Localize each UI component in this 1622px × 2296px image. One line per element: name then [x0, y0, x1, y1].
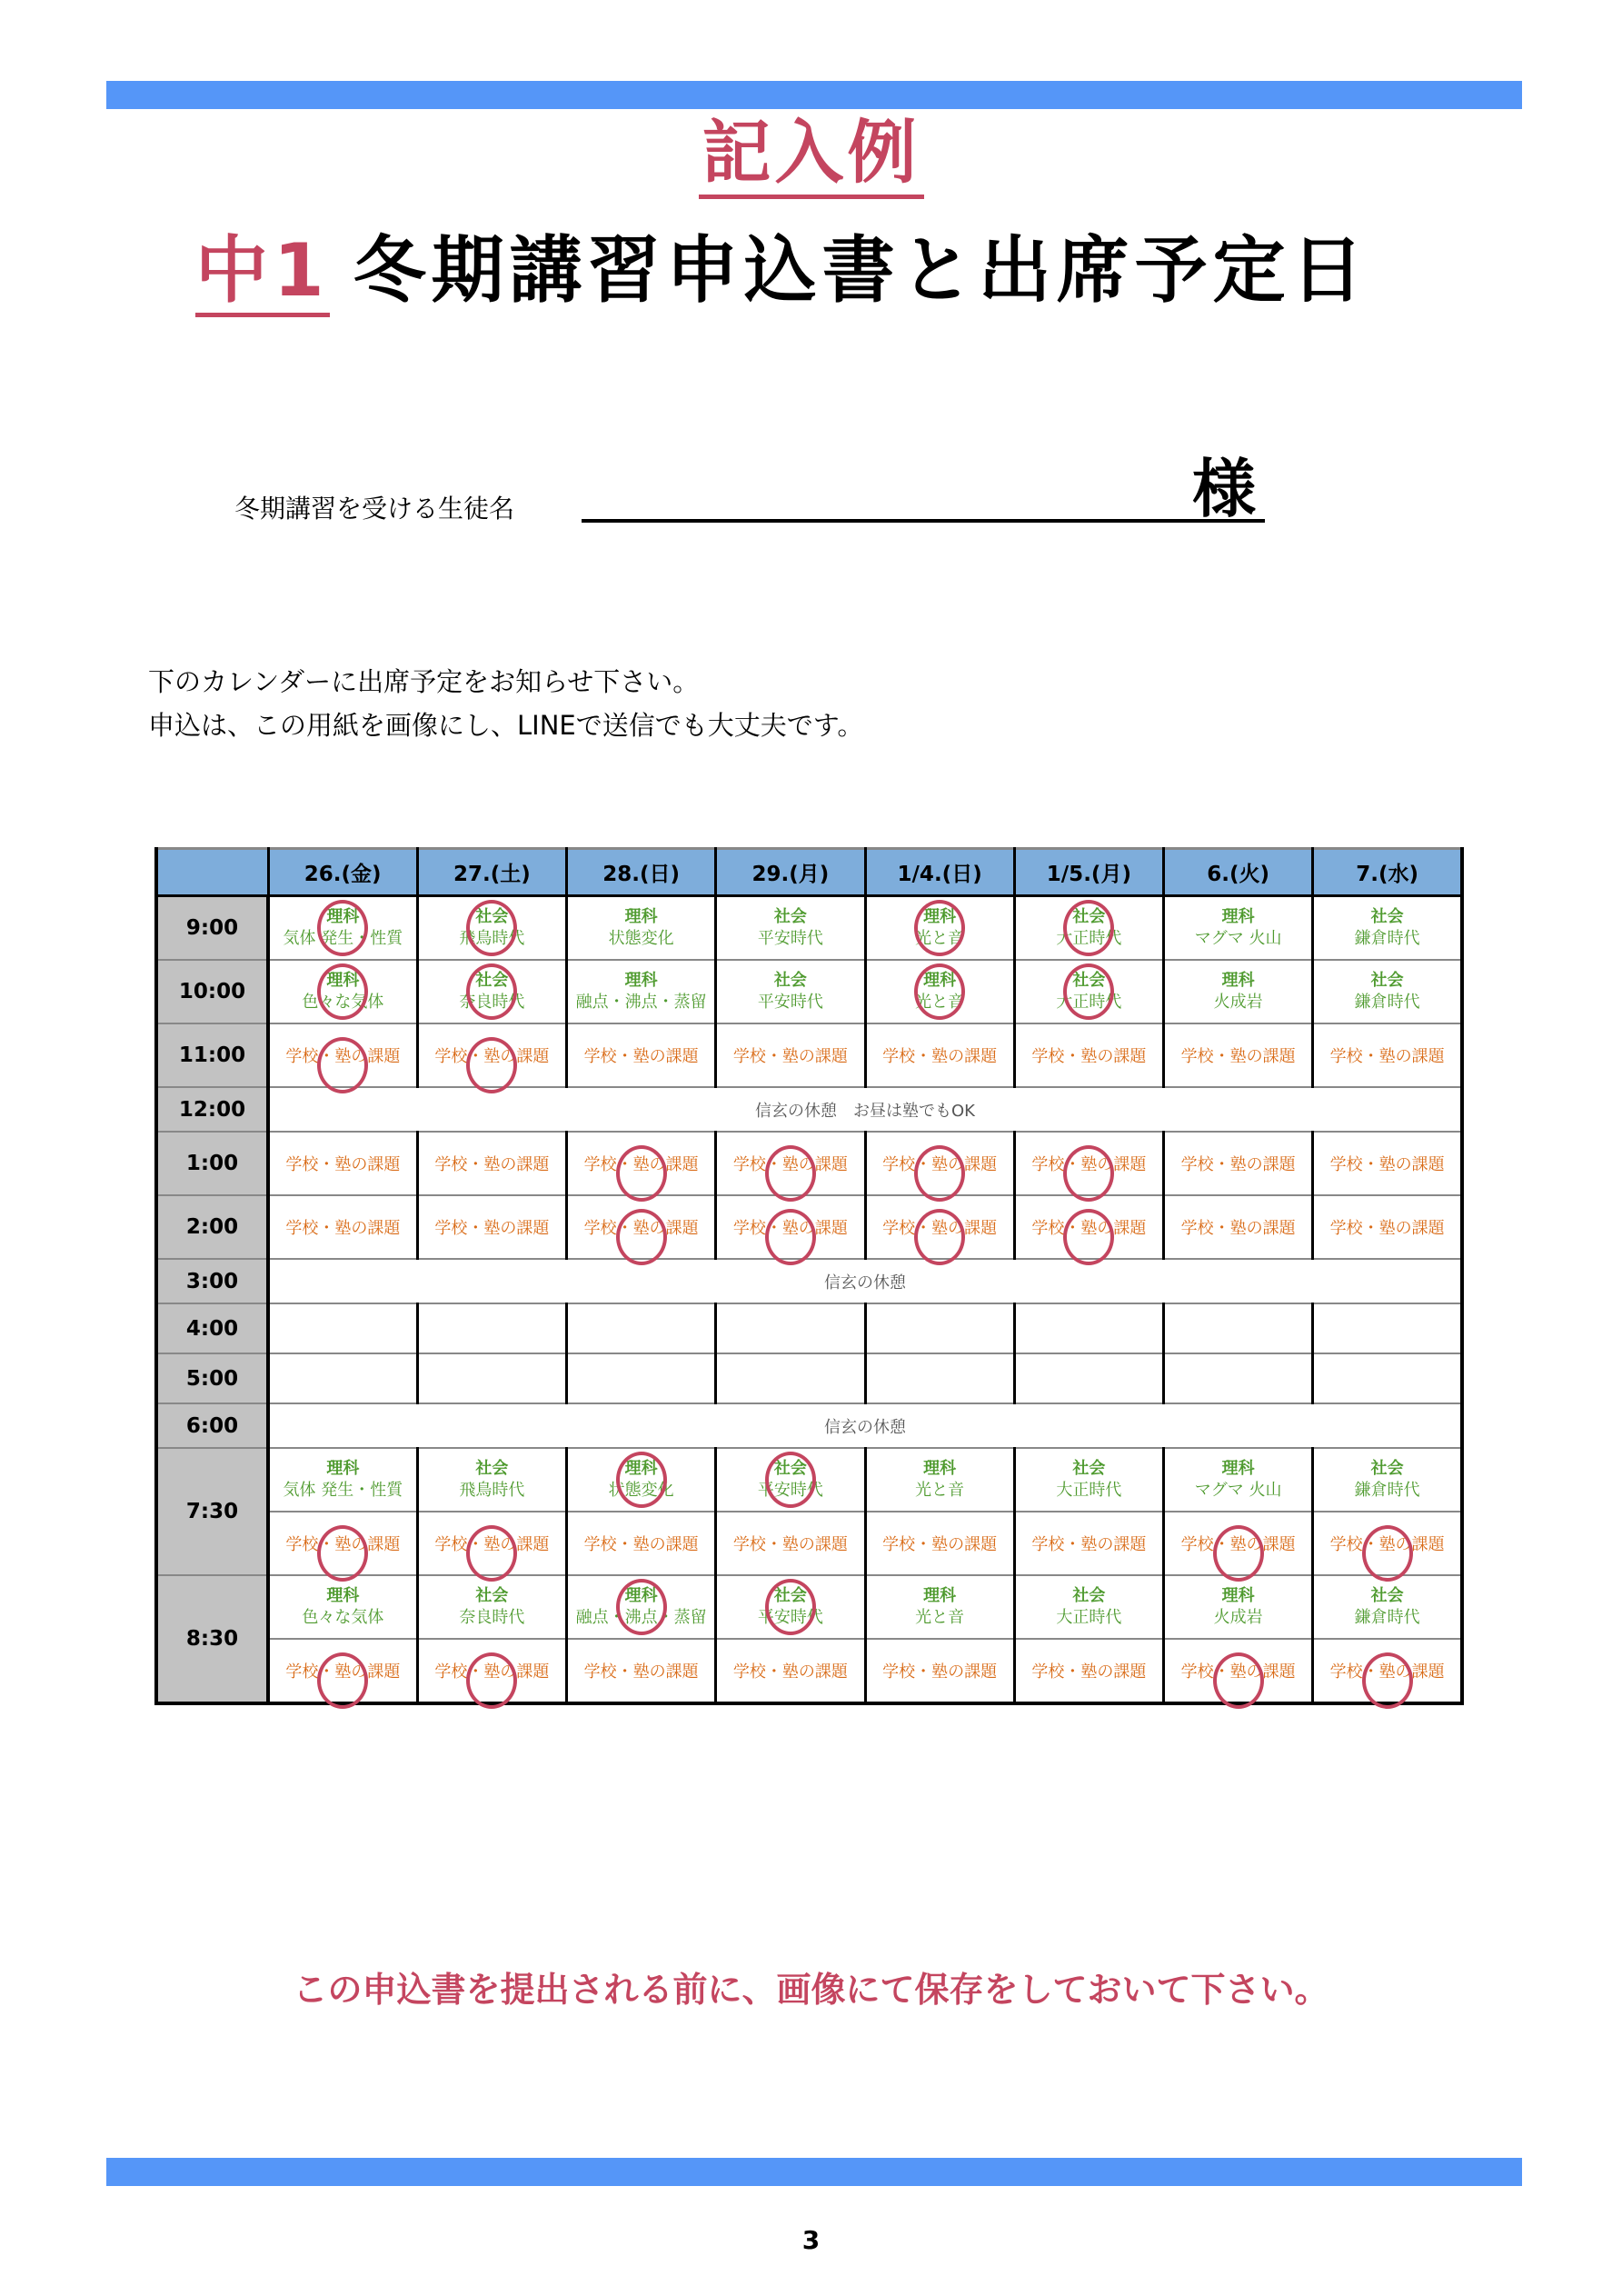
topic-label: 状態変化	[608, 929, 674, 948]
lesson-cell[interactable]	[1164, 960, 1313, 1023]
bottom-accent-bar	[106, 2158, 1522, 2186]
topic-label: 光と音	[915, 929, 965, 948]
subject-label: 理科	[923, 907, 957, 926]
homework-label: 学校・塾の課題	[285, 1535, 401, 1554]
lesson-cell[interactable]	[268, 1448, 417, 1512]
lesson-cell[interactable]	[567, 896, 716, 961]
subject-label: 社会	[1370, 971, 1404, 990]
subject-label: 理科	[923, 971, 957, 990]
grade-label: 中1	[195, 229, 330, 317]
empty-slot-cell[interactable]	[417, 1303, 566, 1353]
empty-slot-cell[interactable]	[716, 1303, 865, 1353]
topic-label: 鎌倉時代	[1354, 929, 1420, 948]
homework-cell[interactable]	[567, 1195, 716, 1259]
topic-label: 平安時代	[757, 1481, 823, 1500]
homework-cell[interactable]	[268, 1639, 417, 1703]
day-header: 1/5.(月)	[1014, 849, 1163, 896]
homework-label: 学校・塾の課題	[732, 1535, 848, 1554]
homework-label: 学校・塾の課題	[882, 1219, 998, 1238]
homework-label: 学校・塾の課題	[1180, 1662, 1296, 1682]
homework-label: 学校・塾の課題	[285, 1219, 401, 1238]
homework-cell[interactable]	[1164, 1132, 1313, 1195]
subject-label: 社会	[475, 1459, 509, 1478]
row-4-00	[156, 1303, 1462, 1353]
day-header: 6.(火)	[1164, 849, 1313, 896]
homework-cell[interactable]	[417, 1023, 566, 1087]
topic-label: 大正時代	[1056, 929, 1122, 948]
homework-label: 学校・塾の課題	[1329, 1047, 1445, 1066]
title-text: 冬期講習申込書と出席予定日	[353, 228, 1369, 313]
homework-label: 学校・塾の課題	[882, 1662, 998, 1682]
homework-cell[interactable]	[268, 1132, 417, 1195]
homework-cell[interactable]	[1014, 1639, 1163, 1703]
empty-slot-cell[interactable]	[865, 1303, 1014, 1353]
topic-label: 気体 発生・性質	[283, 929, 403, 948]
lesson-cell[interactable]	[268, 960, 417, 1023]
homework-label: 学校・塾の課題	[583, 1155, 699, 1174]
homework-cell[interactable]	[268, 1195, 417, 1259]
empty-slot-cell[interactable]	[567, 1303, 716, 1353]
empty-slot-cell[interactable]	[716, 1353, 865, 1403]
topic-label: 大正時代	[1056, 1608, 1122, 1627]
subject-label: 社会	[773, 907, 807, 926]
topic-label: 融点・沸点・蒸留	[575, 1608, 707, 1627]
row-1-00	[156, 1132, 1462, 1195]
subject-label: 社会	[1072, 907, 1106, 926]
break-note: 信玄の休憩	[268, 1259, 1462, 1303]
subject-label: 理科	[1221, 907, 1255, 926]
subject-label: 社会	[1072, 1586, 1106, 1605]
homework-cell[interactable]	[1313, 1195, 1462, 1259]
honorific-label: 様	[1192, 452, 1256, 526]
subject-label: 社会	[1072, 1459, 1106, 1478]
lesson-cell[interactable]	[417, 960, 566, 1023]
topic-label: 色々な気体	[302, 1608, 384, 1627]
empty-slot-cell[interactable]	[1014, 1353, 1163, 1403]
homework-cell[interactable]	[1164, 1195, 1313, 1259]
lesson-cell[interactable]	[268, 1575, 417, 1639]
time-label: 9:00	[156, 896, 268, 961]
subject-label: 理科	[624, 1459, 658, 1478]
topic-label: 火成岩	[1213, 1608, 1263, 1627]
day-header-row	[156, 849, 1462, 896]
row-7-30-lesson	[156, 1448, 1462, 1512]
time-label: 1:00	[156, 1132, 268, 1195]
save-notice: この申込書を提出される前に、画像にて保存をしておいて下さい。	[293, 1970, 1329, 2010]
empty-slot-cell[interactable]	[1014, 1303, 1163, 1353]
subject-label: 社会	[1370, 907, 1404, 926]
subject-label: 社会	[1072, 971, 1106, 990]
subject-label: 社会	[773, 1459, 807, 1478]
homework-label: 学校・塾の課題	[732, 1662, 848, 1682]
homework-label: 学校・塾の課題	[285, 1662, 401, 1682]
lesson-cell[interactable]	[417, 896, 566, 961]
topic-label: マグマ 火山	[1194, 1481, 1282, 1500]
row-2-00	[156, 1195, 1462, 1259]
time-label: 3:00	[156, 1259, 268, 1303]
lesson-cell[interactable]	[716, 896, 865, 961]
time-label: 4:00	[156, 1303, 268, 1353]
subject-label: 社会	[475, 1586, 509, 1605]
lesson-cell[interactable]	[716, 1448, 865, 1512]
empty-slot-cell[interactable]	[1164, 1303, 1313, 1353]
homework-label: 学校・塾の課題	[434, 1535, 550, 1554]
subject-label: 社会	[773, 1586, 807, 1605]
homework-cell[interactable]	[716, 1023, 865, 1087]
page-title	[195, 225, 1369, 317]
row-8-30-lesson	[156, 1575, 1462, 1639]
lesson-cell[interactable]	[1313, 1575, 1462, 1639]
lesson-cell[interactable]	[716, 1575, 865, 1639]
time-label: 6:00	[156, 1403, 268, 1448]
homework-label: 学校・塾の課題	[434, 1662, 550, 1682]
time-label: 10:00	[156, 960, 268, 1023]
subject-label: 理科	[326, 907, 360, 926]
row-9-00	[156, 896, 1462, 961]
homework-label: 学校・塾の課題	[882, 1535, 998, 1554]
topic-label: 状態変化	[608, 1481, 674, 1500]
homework-label: 学校・塾の課題	[732, 1047, 848, 1066]
homework-cell[interactable]	[268, 1512, 417, 1575]
homework-cell[interactable]	[417, 1195, 566, 1259]
subject-label: 社会	[475, 971, 509, 990]
day-header: 27.(土)	[417, 849, 566, 896]
topic-label: 大正時代	[1056, 993, 1122, 1012]
homework-label: 学校・塾の課題	[434, 1047, 550, 1066]
lesson-cell[interactable]	[865, 1575, 1014, 1639]
homework-cell[interactable]	[1313, 1512, 1462, 1575]
homework-cell[interactable]	[1164, 1023, 1313, 1087]
homework-label: 学校・塾の課題	[1031, 1219, 1147, 1238]
corner-header	[156, 849, 268, 896]
homework-cell[interactable]	[1313, 1023, 1462, 1087]
topic-label: 光と音	[915, 1481, 965, 1500]
topic-label: 色々な気体	[302, 993, 384, 1012]
topic-label: 飛鳥時代	[459, 929, 525, 948]
day-header: 26.(金)	[268, 849, 417, 896]
lesson-cell[interactable]	[567, 1575, 716, 1639]
lesson-cell[interactable]	[1014, 896, 1163, 961]
homework-label: 学校・塾の課題	[434, 1155, 550, 1174]
day-header: 1/4.(日)	[865, 849, 1014, 896]
time-label: 2:00	[156, 1195, 268, 1259]
row-5-00	[156, 1353, 1462, 1403]
homework-cell[interactable]	[1164, 1639, 1313, 1703]
time-label: 11:00	[156, 1023, 268, 1087]
lesson-cell[interactable]	[1014, 1448, 1163, 1512]
homework-cell[interactable]	[417, 1639, 566, 1703]
homework-cell[interactable]	[1014, 1195, 1163, 1259]
homework-cell[interactable]	[567, 1512, 716, 1575]
homework-cell[interactable]	[567, 1132, 716, 1195]
subject-label: 社会	[773, 971, 807, 990]
topic-label: 鎌倉時代	[1354, 1481, 1420, 1500]
homework-label: 学校・塾の課題	[1329, 1155, 1445, 1174]
homework-label: 学校・塾の課題	[1180, 1219, 1296, 1238]
day-header: 28.(日)	[567, 849, 716, 896]
subject-label: 理科	[624, 907, 658, 926]
homework-cell[interactable]	[567, 1639, 716, 1703]
homework-label: 学校・塾の課題	[1180, 1047, 1296, 1066]
homework-label: 学校・塾の課題	[1031, 1047, 1147, 1066]
subject-label: 理科	[624, 971, 658, 990]
homework-label: 学校・塾の課題	[434, 1219, 550, 1238]
lesson-cell[interactable]	[1014, 1575, 1163, 1639]
homework-label: 学校・塾の課題	[583, 1219, 699, 1238]
lesson-cell[interactable]	[1164, 1448, 1313, 1512]
topic-label: 大正時代	[1056, 1481, 1122, 1500]
homework-label: 学校・塾の課題	[1329, 1662, 1445, 1682]
topic-label: マグマ 火山	[1194, 929, 1282, 948]
subject-label: 理科	[1221, 1459, 1255, 1478]
empty-slot-cell[interactable]	[1313, 1353, 1462, 1403]
topic-label: 平安時代	[757, 993, 823, 1012]
subject-label: 理科	[923, 1586, 957, 1605]
attendance-schedule-table	[154, 847, 1464, 1705]
lesson-cell[interactable]	[1164, 1575, 1313, 1639]
empty-slot-cell[interactable]	[567, 1353, 716, 1403]
time-label: 5:00	[156, 1353, 268, 1403]
instruction-line-1: 下のカレンダーに出席予定をお知らせ下さい。	[148, 666, 700, 697]
page-number: 3	[801, 2225, 821, 2255]
student-name-field[interactable]	[582, 519, 1265, 523]
topic-label: 平安時代	[757, 929, 823, 948]
homework-label: 学校・塾の課題	[583, 1535, 699, 1554]
homework-cell[interactable]	[865, 1023, 1014, 1087]
time-label: 8:30	[156, 1575, 268, 1703]
homework-label: 学校・塾の課題	[285, 1047, 401, 1066]
topic-label: 火成岩	[1213, 993, 1263, 1012]
lesson-cell[interactable]	[1313, 896, 1462, 961]
lesson-cell[interactable]	[1164, 896, 1313, 961]
homework-cell[interactable]	[417, 1132, 566, 1195]
top-accent-bar	[106, 81, 1522, 109]
time-label: 12:00	[156, 1087, 268, 1132]
homework-cell[interactable]	[716, 1639, 865, 1703]
homework-label: 学校・塾の課題	[583, 1662, 699, 1682]
homework-cell[interactable]	[865, 1512, 1014, 1575]
homework-label: 学校・塾の課題	[1031, 1662, 1147, 1682]
homework-label: 学校・塾の課題	[1180, 1155, 1296, 1174]
topic-label: 奈良時代	[459, 993, 525, 1012]
lesson-cell[interactable]	[1313, 1448, 1462, 1512]
topic-label: 鎌倉時代	[1354, 1608, 1420, 1627]
empty-slot-cell[interactable]	[417, 1353, 566, 1403]
topic-label: 平安時代	[757, 1608, 823, 1627]
subject-label: 社会	[475, 907, 509, 926]
subject-label: 理科	[326, 1586, 360, 1605]
lesson-cell[interactable]	[417, 1448, 566, 1512]
subject-label: 理科	[326, 971, 360, 990]
homework-label: 学校・塾の課題	[583, 1047, 699, 1066]
homework-label: 学校・塾の課題	[285, 1155, 401, 1174]
subject-label: 理科	[624, 1586, 658, 1605]
row-11-00	[156, 1023, 1462, 1087]
empty-slot-cell[interactable]	[268, 1353, 417, 1403]
homework-cell[interactable]	[865, 1639, 1014, 1703]
lesson-cell[interactable]	[865, 1448, 1014, 1512]
homework-cell[interactable]	[865, 1132, 1014, 1195]
instruction-line-2: 申込は、この用紙を画像にし、LINEで送信でも大丈夫です。	[148, 710, 864, 741]
subject-label: 理科	[923, 1459, 957, 1478]
homework-label: 学校・塾の課題	[1180, 1535, 1296, 1554]
homework-cell[interactable]	[716, 1195, 865, 1259]
empty-slot-cell[interactable]	[1164, 1353, 1313, 1403]
homework-label: 学校・塾の課題	[882, 1047, 998, 1066]
homework-cell[interactable]	[567, 1023, 716, 1087]
topic-label: 鎌倉時代	[1354, 993, 1420, 1012]
row-8-30-homework	[156, 1639, 1462, 1703]
row-10-00	[156, 960, 1462, 1023]
homework-label: 学校・塾の課題	[1329, 1535, 1445, 1554]
example-label	[0, 111, 1622, 199]
homework-cell[interactable]	[1014, 1132, 1163, 1195]
topic-label: 光と音	[915, 993, 965, 1012]
row-3-00	[156, 1259, 1462, 1303]
homework-label: 学校・塾の課題	[732, 1219, 848, 1238]
lesson-cell[interactable]	[567, 1448, 716, 1512]
subject-label: 社会	[1370, 1459, 1404, 1478]
homework-cell[interactable]	[417, 1512, 566, 1575]
break-note: 信玄の休憩	[268, 1403, 1462, 1448]
homework-cell[interactable]	[1014, 1023, 1163, 1087]
day-header: 7.(水)	[1313, 849, 1462, 896]
topic-label: 気体 発生・性質	[283, 1481, 403, 1500]
empty-slot-cell[interactable]	[865, 1353, 1014, 1403]
homework-cell[interactable]	[1313, 1639, 1462, 1703]
subject-label: 理科	[1221, 1586, 1255, 1605]
lunch-break-note: 信玄の休憩 お昼は塾でもOK	[268, 1087, 1462, 1132]
homework-cell[interactable]	[716, 1132, 865, 1195]
homework-label: 学校・塾の課題	[1031, 1155, 1147, 1174]
homework-label: 学校・塾の課題	[732, 1155, 848, 1174]
subject-label: 理科	[1221, 971, 1255, 990]
day-header: 29.(月)	[716, 849, 865, 896]
topic-label: 奈良時代	[459, 1608, 525, 1627]
empty-slot-cell[interactable]	[1313, 1303, 1462, 1353]
homework-cell[interactable]	[1164, 1512, 1313, 1575]
student-name-label: 冬期講習を受ける生徒名	[234, 494, 515, 524]
homework-label: 学校・塾の課題	[1329, 1219, 1445, 1238]
homework-cell[interactable]	[716, 1512, 865, 1575]
lesson-cell[interactable]	[865, 896, 1014, 961]
lesson-cell[interactable]	[716, 960, 865, 1023]
lesson-cell[interactable]	[1014, 960, 1163, 1023]
homework-label: 学校・塾の課題	[882, 1155, 998, 1174]
example-label-text: 記入例	[699, 111, 924, 199]
lesson-cell[interactable]	[865, 960, 1014, 1023]
subject-label: 社会	[1370, 1586, 1404, 1605]
lesson-cell[interactable]	[1313, 960, 1462, 1023]
topic-label: 飛鳥時代	[459, 1481, 525, 1500]
topic-label: 光と音	[915, 1608, 965, 1627]
lesson-cell[interactable]	[417, 1575, 566, 1639]
time-label: 7:30	[156, 1448, 268, 1575]
row-7-30-homework	[156, 1512, 1462, 1575]
homework-cell[interactable]	[1014, 1512, 1163, 1575]
homework-cell[interactable]	[1313, 1132, 1462, 1195]
lesson-cell[interactable]	[567, 960, 716, 1023]
homework-cell[interactable]	[865, 1195, 1014, 1259]
homework-cell[interactable]	[268, 1023, 417, 1087]
empty-slot-cell[interactable]	[268, 1303, 417, 1353]
homework-label: 学校・塾の課題	[1031, 1535, 1147, 1554]
subject-label: 理科	[326, 1459, 360, 1478]
topic-label: 融点・沸点・蒸留	[575, 993, 707, 1012]
lesson-cell[interactable]	[268, 896, 417, 961]
row-6-00	[156, 1403, 1462, 1448]
row-12-00	[156, 1087, 1462, 1132]
